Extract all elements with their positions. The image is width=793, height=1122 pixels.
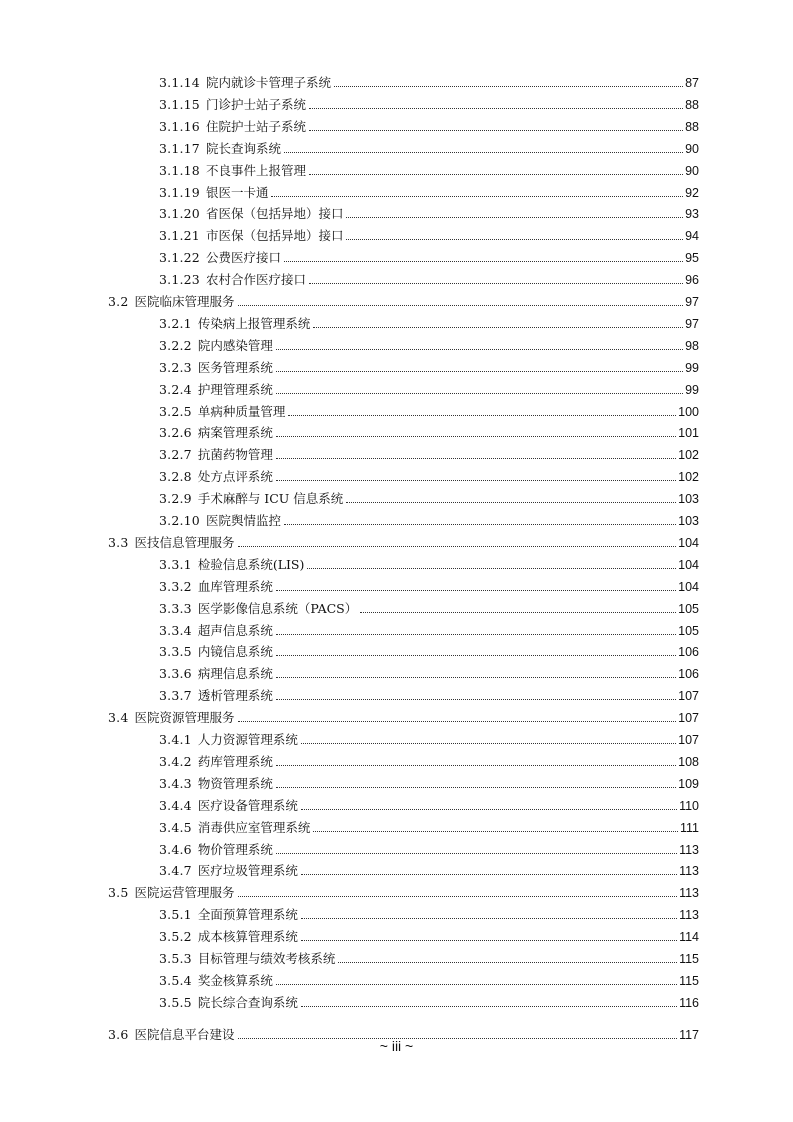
toc-entry-page: 100 (678, 404, 699, 419)
toc-entry-number: 3.2.6 (159, 425, 192, 441)
dot-leader (309, 174, 683, 175)
toc-entry-title: 病理信息系统 (197, 666, 273, 682)
toc-entry-page: 98 (685, 338, 699, 353)
toc-entry-number: 3.3.1 (159, 556, 192, 572)
toc-entry-number: 3.2.2 (159, 337, 192, 353)
toc-entry-title: 处方点评系统 (197, 469, 273, 485)
toc-entry-title: 血库管理系统 (197, 578, 273, 594)
toc-entry-line (159, 204, 699, 224)
toc-entry-title: 医务管理系统 (197, 359, 273, 375)
toc-entry-line (159, 117, 699, 137)
toc-entry-number: 3.5.2 (159, 929, 192, 945)
toc-entry-page: 114 (679, 930, 699, 945)
toc-entry-page: 104 (678, 579, 699, 594)
toc-entry-title: 目标管理与绩效考核系统 (197, 951, 336, 966)
toc-entry-number: 3.5.1 (159, 907, 192, 923)
toc-entry-title: 住院护士站子系统 (205, 118, 306, 134)
toc-entry[interactable] (0, 927, 793, 947)
dot-leader (238, 546, 677, 547)
dot-leader (276, 393, 683, 394)
toc-entry-number: 3.2 (108, 294, 129, 309)
toc-entry-title: 人力资源管理系统 (197, 732, 298, 747)
toc-entry-number: 3.1.20 (159, 206, 200, 222)
toc-entry-number: 3.4.2 (159, 753, 192, 769)
dot-leader (309, 108, 683, 109)
toc-entry[interactable] (0, 423, 793, 443)
toc-entry-number: 3.5.4 (159, 972, 192, 988)
toc-entry[interactable] (0, 708, 793, 728)
toc-entry[interactable] (0, 686, 793, 706)
toc-entry-page: 90 (685, 141, 699, 156)
toc-entry[interactable] (0, 292, 793, 312)
toc-entry-title: 农村合作医疗接口 (205, 272, 306, 288)
dot-leader (276, 853, 677, 854)
toc-entry-page: 115 (679, 952, 699, 966)
toc-entry-line (159, 161, 699, 181)
toc-entry-number: 3.2.8 (159, 469, 192, 485)
dot-leader (346, 239, 683, 240)
toc-entry-line (159, 840, 699, 860)
toc-entry-page: 102 (678, 470, 699, 485)
toc-entry-title: 院内感染管理 (197, 337, 273, 353)
toc-entry[interactable] (0, 489, 793, 509)
toc-entry-number: 3.1.22 (159, 250, 200, 266)
toc-entry-number: 3.1.17 (159, 140, 200, 156)
toc-entry-number: 3.6 (108, 1026, 129, 1042)
toc-entry-page: 107 (678, 733, 699, 747)
toc-entry[interactable] (0, 161, 793, 181)
toc-entry-line (159, 445, 699, 465)
toc-entry-page: 117 (679, 1027, 699, 1042)
toc-entry-line (159, 993, 699, 1013)
toc-entry-number: 3.3 (108, 534, 129, 550)
toc-entry-line (159, 905, 699, 925)
toc-entry-line (108, 708, 699, 728)
toc-entry-title: 物资管理系统 (197, 775, 273, 791)
toc-entry-title: 透析管理系统 (197, 688, 273, 704)
toc-entry-title: 医院临床管理服务 (134, 294, 235, 309)
dot-leader (313, 831, 678, 832)
toc-entry-line (159, 139, 699, 159)
toc-entry-line (159, 95, 699, 115)
toc-entry-line (159, 730, 699, 750)
toc-entry-page: 99 (685, 360, 699, 375)
toc-entry[interactable] (0, 577, 793, 597)
toc-entry-number: 3.3.2 (159, 578, 192, 594)
toc-entry-number: 3.2.4 (159, 381, 192, 397)
dot-leader (276, 655, 676, 656)
page-number: ~ iii ~ (379, 1038, 414, 1054)
toc-entry-number: 3.1.15 (159, 96, 200, 112)
toc-entry[interactable] (0, 730, 793, 750)
toc-entry[interactable] (0, 204, 793, 224)
toc-entry-line (159, 248, 699, 268)
toc-entry-page: 101 (678, 426, 699, 441)
toc-entry[interactable] (0, 270, 793, 290)
toc-entry-line (159, 314, 699, 334)
toc-entry-line (159, 927, 699, 947)
toc-entry-title: 公费医疗接口 (205, 250, 281, 266)
toc-entry-page: 93 (685, 207, 699, 222)
toc-entry-number: 3.2.10 (159, 513, 200, 528)
toc-entry[interactable] (0, 226, 793, 246)
dot-leader (276, 349, 683, 350)
toc-entry-line (159, 818, 699, 838)
toc-entry-title: 市医保（包括异地）接口 (205, 228, 344, 244)
toc-entry-title: 消毒供应室管理系统 (197, 819, 311, 835)
toc-entry[interactable] (0, 533, 793, 553)
dot-leader (276, 984, 677, 985)
toc-entry[interactable] (0, 183, 793, 203)
toc-entry-title: 医院资源管理服务 (134, 710, 235, 726)
toc-entry-page: 107 (678, 711, 699, 726)
toc-entry-title: 物价管理系统 (197, 841, 273, 857)
toc-entry-number: 3.1.14 (159, 75, 200, 90)
toc-entry-line (159, 949, 699, 969)
toc-entry-page: 113 (679, 842, 699, 857)
toc-entry-number: 3.2.5 (159, 403, 192, 419)
toc-entry-page: 105 (678, 601, 699, 616)
toc-entry-page: 110 (679, 798, 699, 813)
toc-entry-number: 3.2.7 (159, 447, 192, 463)
dot-leader (284, 152, 683, 153)
toc-entry[interactable] (0, 949, 793, 969)
toc-entry[interactable] (0, 314, 793, 334)
toc-entry-page: 104 (678, 535, 699, 550)
toc-entry-number: 3.5.5 (159, 994, 192, 1010)
toc-entry-title: 院长查询系统 (205, 140, 281, 156)
toc-entry-line (159, 183, 699, 203)
toc-entry-title: 抗菌药物管理 (197, 447, 273, 463)
toc-entry-line (159, 664, 699, 684)
toc-entry-title: 院长综合查询系统 (197, 994, 298, 1010)
dot-leader (301, 743, 676, 744)
toc-entry-title: 病案管理系统 (197, 425, 273, 441)
toc-entry-title: 医技信息管理服务 (134, 534, 235, 550)
toc-entry-line (159, 402, 699, 422)
toc-entry-page: 106 (678, 645, 699, 660)
toc-entry[interactable] (0, 511, 793, 531)
toc-entry-number: 3.4.5 (159, 819, 192, 835)
toc-entry[interactable] (0, 861, 793, 881)
dot-leader (276, 634, 676, 635)
dot-leader (276, 480, 676, 481)
dot-leader (276, 699, 676, 700)
dot-leader (284, 261, 683, 262)
toc-entry-page: 106 (678, 667, 699, 682)
dot-leader (346, 502, 676, 503)
toc-entry-page: 116 (679, 995, 699, 1010)
toc-entry-number: 3.1.21 (159, 228, 200, 244)
toc-entry-line (159, 599, 699, 619)
toc-entry-page: 87 (685, 76, 699, 90)
dot-leader (276, 787, 676, 788)
toc-entry-line (159, 226, 699, 246)
toc-entry-title: 医院信息平台建设 (134, 1026, 235, 1042)
toc-entry-title: 全面预算管理系统 (197, 907, 298, 923)
toc-entry[interactable] (0, 336, 793, 356)
toc-entry-number: 3.2.9 (159, 491, 192, 507)
toc-entry-line (159, 774, 699, 794)
toc-entry-page: 88 (685, 97, 699, 112)
dot-leader (288, 415, 676, 416)
toc-entry[interactable] (0, 117, 793, 137)
toc-entry-line (159, 489, 699, 509)
toc-entry[interactable] (0, 555, 793, 575)
toc-entry[interactable] (0, 818, 793, 838)
toc-entry-title: 超声信息系统 (197, 622, 273, 638)
toc-entry-title: 成本核算管理系统 (197, 929, 298, 945)
toc-entry-number: 3.3.3 (159, 600, 192, 616)
dot-leader (238, 721, 677, 722)
toc-entry-line (159, 511, 699, 531)
dot-leader (313, 327, 683, 328)
toc-entry-number: 3.4.1 (159, 732, 192, 747)
toc-entry-line (159, 270, 699, 290)
toc-entry-page: 96 (685, 273, 699, 288)
toc-entry-title: 医疗垃圾管理系统 (197, 863, 298, 879)
toc-entry[interactable] (0, 467, 793, 487)
toc-entry-line (159, 577, 699, 597)
toc-entry-number: 3.5.3 (159, 951, 192, 966)
toc-entry-page: 103 (678, 514, 699, 528)
dot-leader (276, 458, 676, 459)
toc-entry-number: 3.4.3 (159, 775, 192, 791)
toc-entry-page: 95 (685, 251, 699, 266)
toc-entry-line (159, 336, 699, 356)
toc-entry[interactable] (0, 599, 793, 619)
toc-entry[interactable] (0, 73, 793, 93)
toc-entry-title: 药库管理系统 (197, 753, 273, 769)
toc-entry-page: 115 (679, 973, 699, 988)
toc-entry[interactable] (0, 840, 793, 860)
toc-entry[interactable] (0, 664, 793, 684)
toc-entry-page: 107 (678, 689, 699, 704)
toc-entry-title: 内镜信息系统 (197, 644, 273, 660)
toc-entry-line (159, 796, 699, 816)
toc-entry-number: 3.3.6 (159, 666, 192, 682)
dot-leader (238, 305, 684, 306)
toc-entry-number: 3.5 (108, 885, 129, 901)
toc-entry-title: 手术麻醉与 ICU 信息系统 (197, 491, 344, 507)
dot-leader (360, 612, 676, 613)
toc-entry-number: 3.3.4 (159, 622, 192, 638)
toc-entry-line (159, 752, 699, 772)
toc-entry-line (108, 533, 699, 553)
toc-entry-title: 不良事件上报管理 (205, 162, 306, 178)
dot-leader (276, 590, 676, 591)
toc-entry[interactable] (0, 642, 793, 662)
toc-entry-line (159, 380, 699, 400)
dot-leader (301, 1006, 677, 1007)
toc-entry-page: 113 (679, 864, 699, 879)
toc-entry-number: 3.3.7 (159, 688, 192, 704)
toc-entry-line (159, 971, 699, 991)
toc-entry-title: 医学影像信息系统（PACS） (197, 600, 358, 616)
toc-entry-line (159, 467, 699, 487)
toc-entry[interactable] (0, 95, 793, 115)
dot-leader (301, 940, 677, 941)
toc-entry-line (159, 358, 699, 378)
toc-entry-number: 3.4.6 (159, 841, 192, 857)
toc-entry-line (159, 642, 699, 662)
toc-entry-number: 3.4.4 (159, 797, 192, 813)
dot-leader (276, 765, 676, 766)
toc-entry-number: 3.4.7 (159, 863, 192, 879)
toc-entry-number: 3.2.1 (159, 315, 192, 331)
toc-entry[interactable] (0, 445, 793, 465)
toc-entry-line (159, 621, 699, 641)
toc-entry[interactable] (0, 796, 793, 816)
toc-entry[interactable] (0, 993, 793, 1013)
toc-entry[interactable] (0, 358, 793, 378)
dot-leader (309, 130, 683, 131)
dot-leader (271, 196, 683, 197)
toc-entry-title: 奖金核算系统 (197, 972, 273, 988)
toc-entry[interactable] (0, 883, 793, 903)
toc-entry-line (159, 555, 699, 575)
toc-entry-number: 3.1.18 (159, 162, 200, 178)
toc-entry-page: 97 (685, 295, 699, 309)
toc-entry-line (159, 686, 699, 706)
toc-entry-line (159, 423, 699, 443)
toc-entry[interactable] (0, 971, 793, 991)
toc-entry-line (159, 861, 699, 881)
toc-entry-page: 113 (679, 886, 699, 901)
toc-entry[interactable] (0, 752, 793, 772)
toc-entry-page: 94 (685, 229, 699, 244)
toc-entry-number: 3.2.3 (159, 359, 192, 375)
toc-entry-title: 单病种质量管理 (197, 403, 286, 419)
dot-leader (238, 896, 678, 897)
toc-entry-number: 3.4 (108, 710, 129, 726)
dot-leader (276, 371, 683, 372)
toc-entry-page: 90 (685, 163, 699, 178)
toc-entry-title: 省医保（包括异地）接口 (205, 206, 344, 222)
dot-leader (307, 568, 676, 569)
toc-entry-page: 108 (678, 754, 699, 769)
toc-entry-title: 传染病上报管理系统 (197, 315, 311, 331)
toc-entry[interactable] (0, 248, 793, 268)
dot-leader (338, 962, 677, 963)
toc-entry-page: 88 (685, 119, 699, 134)
dot-leader (276, 436, 676, 437)
toc-entry-title: 护理管理系统 (197, 381, 273, 397)
toc-entry-page: 113 (679, 908, 699, 923)
toc-entry-title: 医疗设备管理系统 (197, 797, 298, 813)
toc-entry[interactable] (0, 774, 793, 794)
toc-entry-title: 医院舆情监控 (205, 513, 281, 528)
dot-leader (301, 918, 677, 919)
toc-entry-title: 检验信息系统(LIS) (197, 556, 305, 572)
toc-entry[interactable] (0, 905, 793, 925)
toc-entry-page: 104 (678, 557, 699, 572)
dot-leader (346, 217, 683, 218)
toc-entry-page: 99 (685, 382, 699, 397)
dot-leader (276, 677, 676, 678)
toc-entry-number: 3.1.19 (159, 184, 200, 200)
toc-entry-page: 103 (678, 492, 699, 507)
dot-leader (301, 874, 677, 875)
toc-entry-line (108, 883, 699, 903)
toc-entry-number: 3.1.16 (159, 118, 200, 134)
dot-leader (309, 283, 683, 284)
dot-leader (301, 809, 677, 810)
toc-entry-number: 3.1.23 (159, 272, 200, 288)
toc-entry[interactable] (0, 139, 793, 159)
toc-entry-page: 105 (678, 623, 699, 638)
toc-entry-page: 109 (678, 776, 699, 791)
toc-entry[interactable] (0, 621, 793, 641)
toc-entry-number: 3.3.5 (159, 644, 192, 660)
toc-entry-line (108, 292, 699, 312)
toc-entry-line (159, 73, 699, 93)
toc-entry-title: 院内就诊卡管理子系统 (205, 75, 331, 90)
toc-entry-page: 102 (678, 448, 699, 463)
toc-entry-page: 97 (685, 316, 699, 331)
dot-leader (334, 86, 683, 87)
toc-entry-title: 银医一卡通 (205, 184, 269, 200)
toc-entry-page: 92 (685, 185, 699, 200)
toc-entry-page: 111 (679, 820, 699, 835)
toc-entry-title: 门诊护士站子系统 (205, 96, 306, 112)
toc-entry[interactable] (0, 380, 793, 400)
toc-entry-title: 医院运营管理服务 (134, 885, 235, 901)
toc-entry[interactable] (0, 402, 793, 422)
dot-leader (284, 524, 676, 525)
